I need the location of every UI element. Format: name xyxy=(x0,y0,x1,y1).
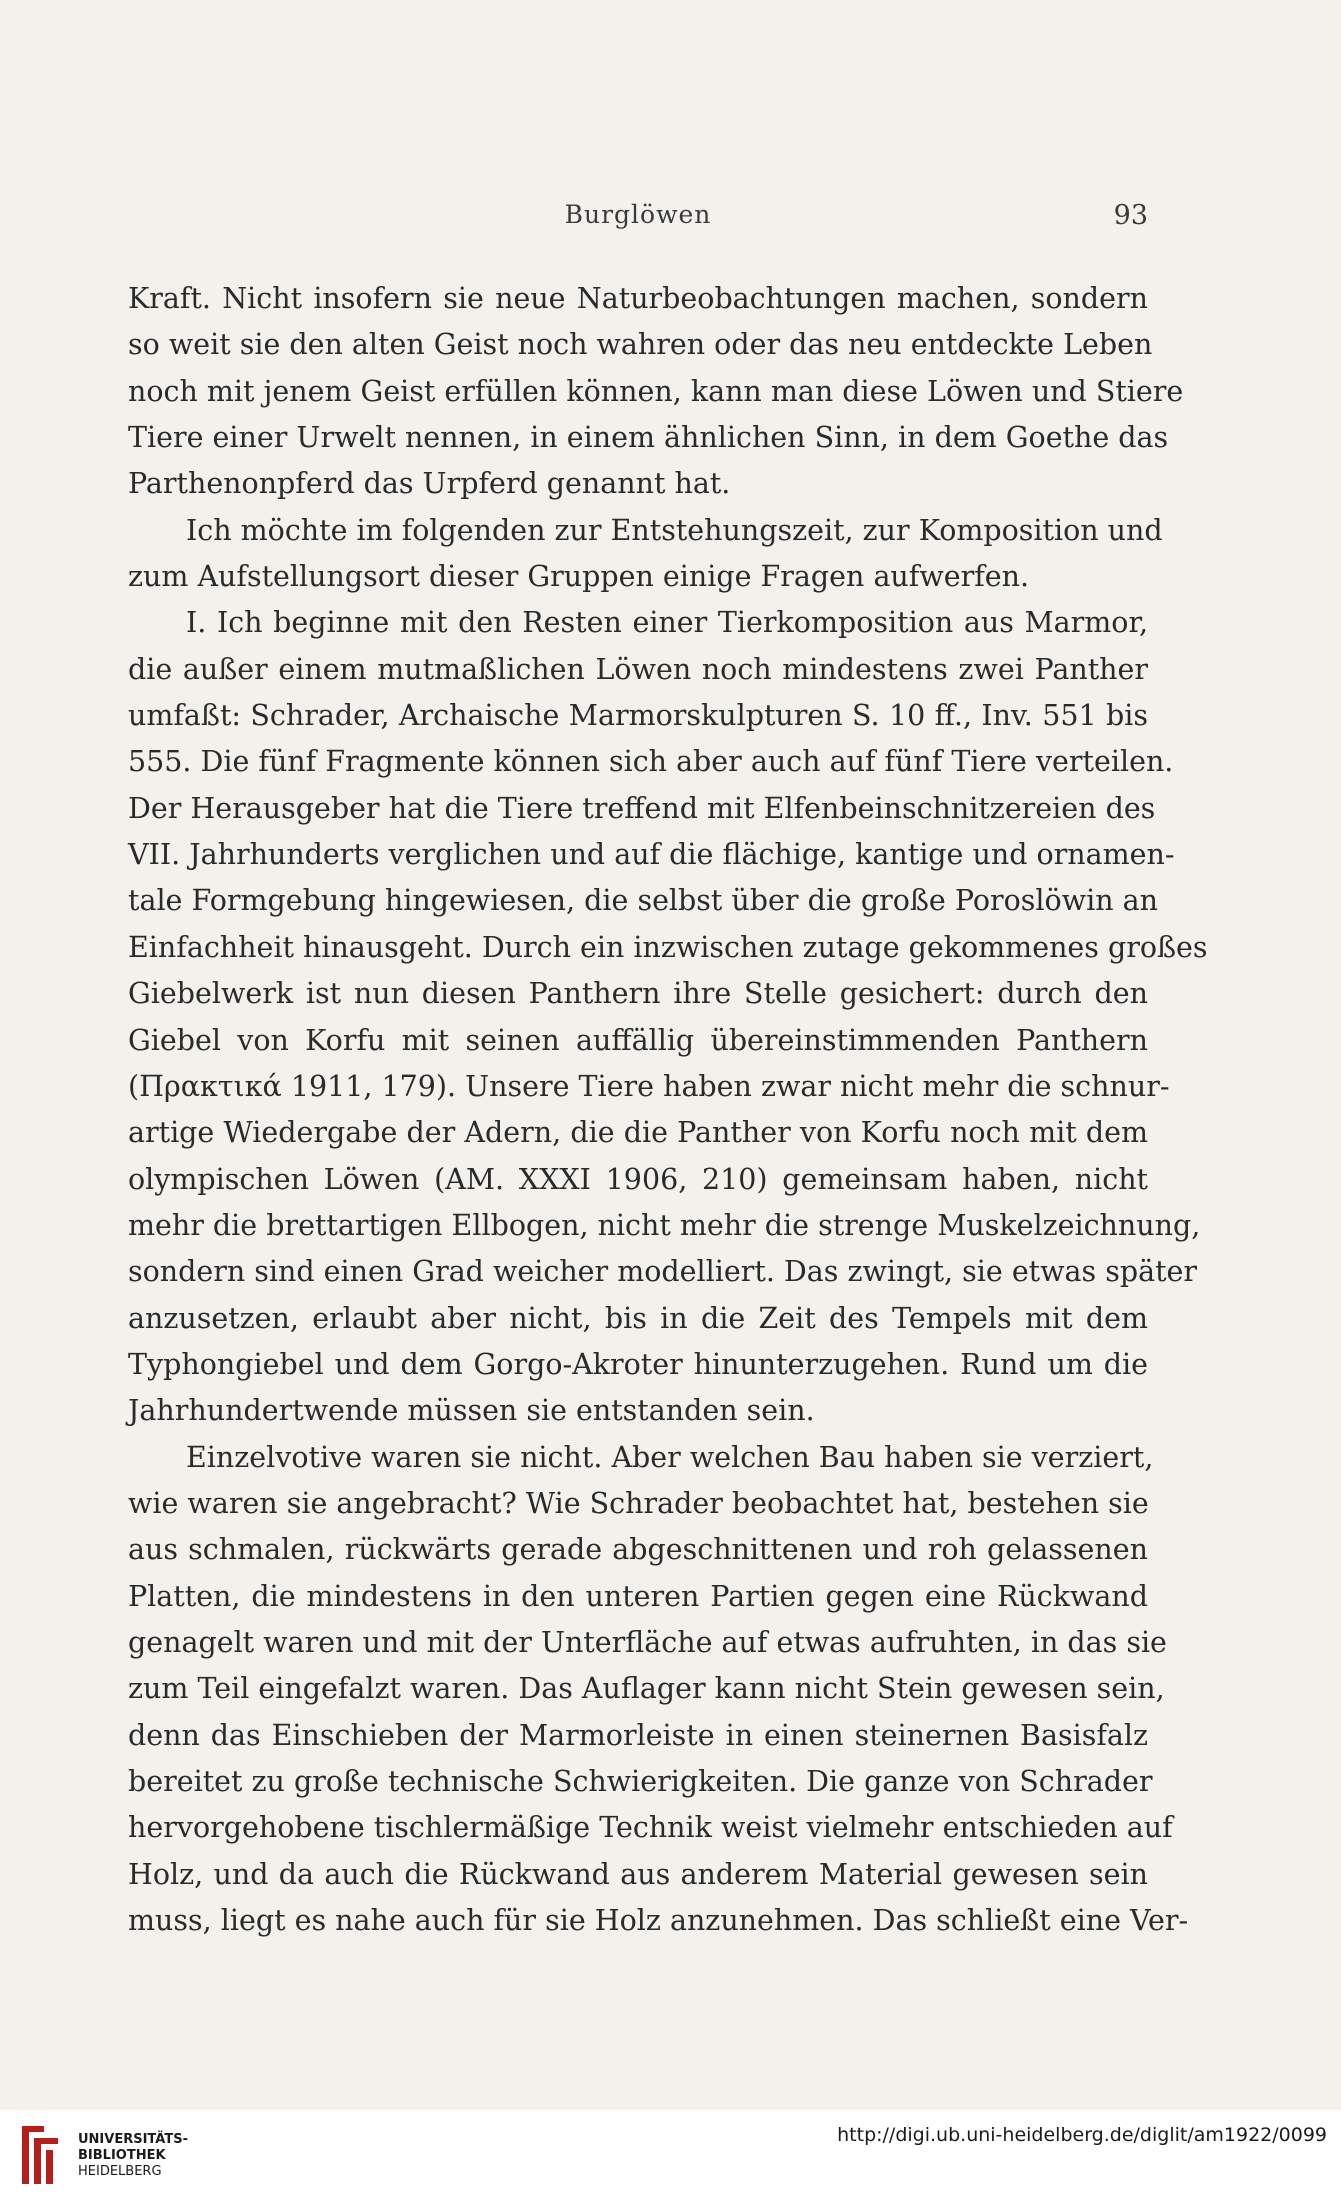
text-line: Platten, die mindestens in den unteren Partien gegen eine Rückwand xyxy=(128,1579,1148,1613)
text-line: Typhongiebel und dem Gorgo-Akroter hinunterzugehen. Rund um die xyxy=(128,1347,1148,1381)
text-line: wie waren sie angebracht? Wie Schrader beobachtet hat, bestehen sie xyxy=(128,1486,1149,1520)
text-line: die außer einem mutmaßlichen Löwen noch mindestens zwei Panther xyxy=(128,652,1148,686)
text-line: Der Herausgeber hat die Tiere treffend mit Elfenbeinschnitzereien des xyxy=(128,791,1156,825)
text-line: muss, liegt es nahe auch für sie Holz anzunehmen. Das schließt eine Ver- xyxy=(128,1904,1189,1938)
text-line: anzusetzen, erlaubt aber nicht, bis in die Zeit des Tempels mit dem xyxy=(128,1301,1148,1335)
page-number: 93 xyxy=(1113,200,1148,231)
text-line: so weit sie den alten Geist noch wahren oder das neu entdeckte Leben xyxy=(128,328,1153,362)
library-logo-icon xyxy=(18,2118,62,2188)
text-line: Kraft. Nicht insofern sie neue Naturbeobachtungen machen, sondern xyxy=(128,282,1148,315)
library-name-line: UNIVERSITÄTS- xyxy=(78,2132,188,2147)
text-line: tale Formgebung hingewiesen, die selbst über die große Poroslöwin an xyxy=(128,884,1158,918)
text-line: sondern sind einen Grad weicher modelliert. Das zwingt, sie etwas später xyxy=(128,1255,1198,1289)
text-line: I. Ich beginne mit den Resten einer Tierkomposition aus Marmor, xyxy=(186,606,1148,640)
text-line: aus schmalen, rückwärts gerade abgeschnittenen und roh gelassenen xyxy=(128,1533,1148,1567)
text-line: Einfachheit hinausgeht. Durch ein inzwischen zutage gekommenes großes xyxy=(128,930,1208,964)
text-line: zum Teil eingefalzt waren. Das Auflager kann nicht Stein gewesen sein, xyxy=(128,1672,1165,1706)
running-head xyxy=(128,200,1148,240)
text-line: (Πρακτικά 1911, 179). Unsere Tiere haben zwar nicht mehr die schnur- xyxy=(128,1069,1170,1103)
digitization-footer xyxy=(0,2110,1341,2203)
text-line: umfaßt: Schrader, Archaische Marmorskulpturen S. 10 ff., Inv. 551 bis xyxy=(128,699,1148,733)
text-line: Ich möchte im folgenden zur Entstehungszeit, zur Komposition und xyxy=(186,513,1163,547)
text-line: hervorgehobene tischlermäßige Technik weist vielmehr entschieden auf xyxy=(128,1811,1173,1845)
library-name-line: BIBLIOTHEK xyxy=(78,2148,166,2163)
text-line: 555. Die fünf Fragmente können sich aber auch auf fünf Tiere verteilen. xyxy=(128,745,1174,779)
text-line: Holz, und da auch die Rückwand aus anderem Material gewesen sein xyxy=(128,1857,1148,1891)
body-text xyxy=(128,276,1208,1944)
text-line: olympischen Löwen (AM. XXXI 1906, 210) gemeinsam haben, nicht xyxy=(128,1162,1148,1196)
text-line: Parthenonpferd das Urpferd genannt hat. xyxy=(128,467,731,501)
text-line: artige Wiedergabe der Adern, die die Panther von Korfu noch mit dem xyxy=(128,1116,1148,1150)
text-line: Jahrhundertwende müssen sie entstanden sein. xyxy=(128,1394,815,1428)
library-name xyxy=(78,2132,188,2180)
text-line: denn das Einschieben der Marmorleiste in einen steinernen Basisfalz xyxy=(128,1718,1148,1752)
text-line: noch mit jenem Geist erfüllen können, kann man diese Löwen und Stiere xyxy=(128,374,1184,408)
text-line: Giebelwerk ist nun diesen Panthern ihre Stelle gesichert: durch den xyxy=(128,977,1148,1011)
library-name-line: HEIDELBERG xyxy=(78,2164,162,2179)
text-line: VII. Jahrhunderts verglichen und auf die flächige, kantige und ornamen- xyxy=(128,838,1175,872)
text-line: zum Aufstellungsort dieser Gruppen einige Fragen aufwerfen. xyxy=(128,560,1030,594)
text-line: mehr die brettartigen Ellbogen, nicht mehr die strenge Muskelzeichnung, xyxy=(128,1208,1201,1242)
running-title: Burglöwen xyxy=(564,200,712,229)
text-line: Tiere einer Urwelt nennen, in einem ähnlichen Sinn, in dem Goethe das xyxy=(128,421,1169,455)
text-line: Giebel von Korfu mit seinen auffällig übereinstimmenden Panthern xyxy=(128,1023,1148,1057)
text-line: Einzelvotive waren sie nicht. Aber welchen Bau haben sie verziert, xyxy=(186,1440,1154,1474)
source-url-link[interactable]: http://digi.ub.uni-heidelberg.de/diglit/am1922/0099 xyxy=(837,2124,1327,2146)
text-line: bereitet zu große technische Schwierigkeiten. Die ganze von Schrader xyxy=(128,1765,1153,1798)
text-line: genagelt waren und mit der Unterfläche auf etwas aufruhten, in das sie xyxy=(128,1625,1167,1659)
